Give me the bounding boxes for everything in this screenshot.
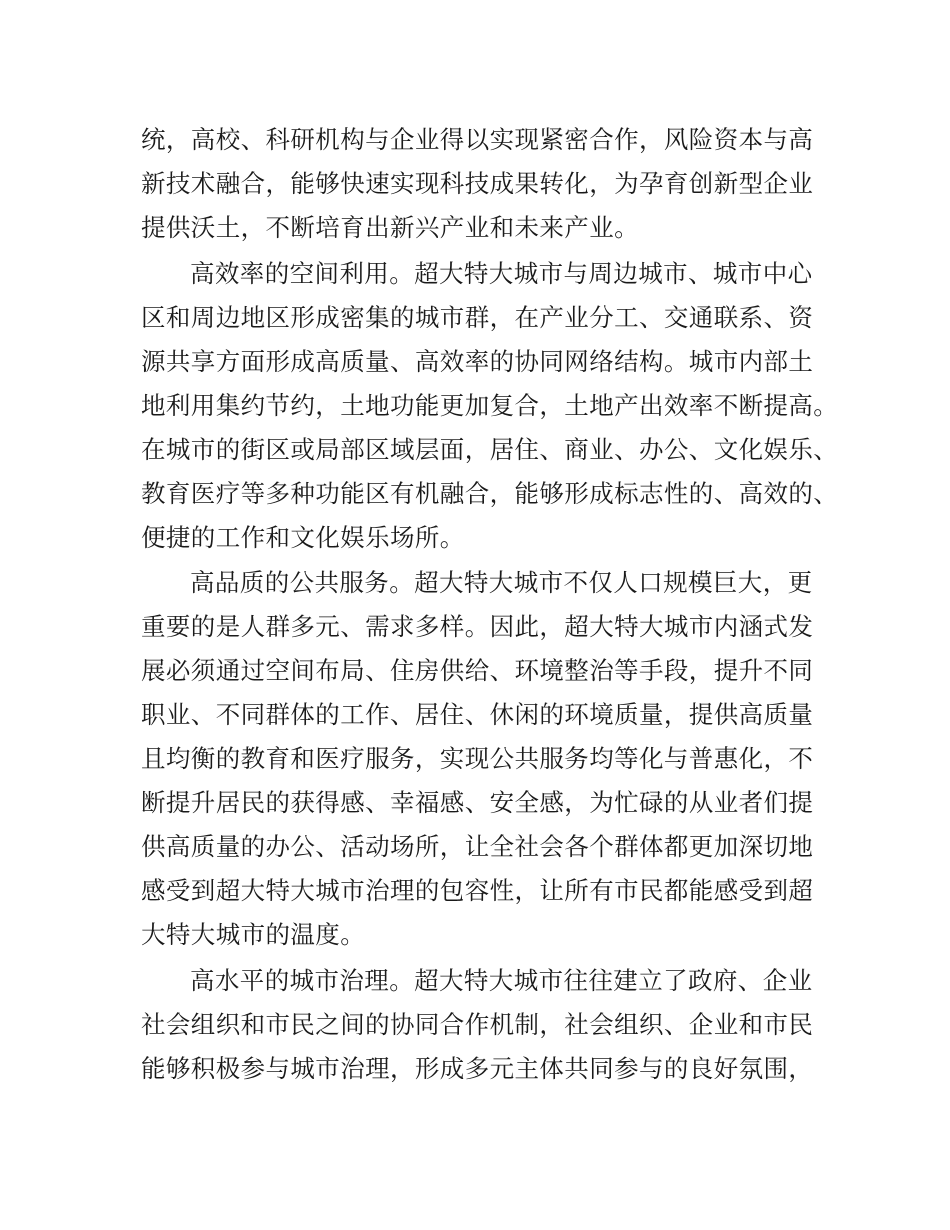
text-line: 且均衡的教育和医疗服务，实现公共服务均等化与普惠化，不 — [141, 744, 814, 773]
text-line: 社会组织和市民之间的协同合作机制，社会组织、企业和市民 — [141, 1009, 814, 1039]
text-line: 重要的是人群多元、需求多样。因此，超大特大城市内涵式发 — [141, 612, 814, 641]
text-line: 区和周边地区形成密集的城市群，在产业分工、交通联系、资 — [141, 302, 814, 332]
body-text — [141, 118, 839, 1092]
text-line: 能够积极参与城市治理，形成多元主体共同参与的良好氛围， — [141, 1053, 814, 1083]
text-line: 在城市的街区或局部区域层面，居住、商业、办公、文化娱乐、 — [141, 434, 839, 464]
text-line: 便捷的工作和文化娱乐场所。 — [141, 522, 465, 552]
text-line: 提供沃土，不断培育出新兴产业和未来产业。 — [141, 213, 639, 242]
paragraph-innovation-ecosystem — [141, 118, 821, 250]
text-line: 职业、不同群体的工作、居住、休闲的环境质量，提供高质量 — [141, 700, 814, 729]
text-line: 高品质的公共服务。超大特大城市不仅人口规模巨大，更 — [190, 568, 813, 597]
text-line: 源共享方面形成高质量、高效率的协同网络结构。城市内部土 — [141, 346, 814, 376]
paragraph-city-governance — [141, 959, 821, 1091]
text-line: 断提升居民的获得感、幸福感、安全感，为忙碌的从业者们提 — [141, 788, 814, 817]
text-line: 感受到超大特大城市治理的包容性，让所有市民都能感受到超 — [141, 876, 814, 905]
text-line: 供高质量的办公、活动场所，让全社会各个群体都更加深切地 — [141, 832, 814, 861]
text-line: 教育医疗等多种功能区有机融合，能够形成标志性的、高效的、 — [141, 478, 839, 508]
paragraph-space-utilization — [141, 252, 839, 560]
text-line: 展必须通过空间布局、住房供给、环境整治等手段，提升不同 — [141, 656, 814, 685]
text-line: 地利用集约节约，土地功能更加复合，土地产出效率不断提高。 — [141, 390, 839, 420]
text-line: 高效率的空间利用。超大特大城市与周边城市、城市中心 — [190, 258, 813, 288]
text-line: 大特大城市的温度。 — [141, 920, 366, 949]
text-line: 统，高校、科研机构与企业得以实现紧密合作，风险资本与高 — [141, 125, 814, 154]
text-line: 新技术融合，能够快速实现科技成果转化，为孕育创新型企业 — [141, 169, 814, 198]
paragraph-public-services — [141, 561, 821, 957]
text-line: 高水平的城市治理。超大特大城市往往建立了政府、企业 — [190, 965, 813, 995]
